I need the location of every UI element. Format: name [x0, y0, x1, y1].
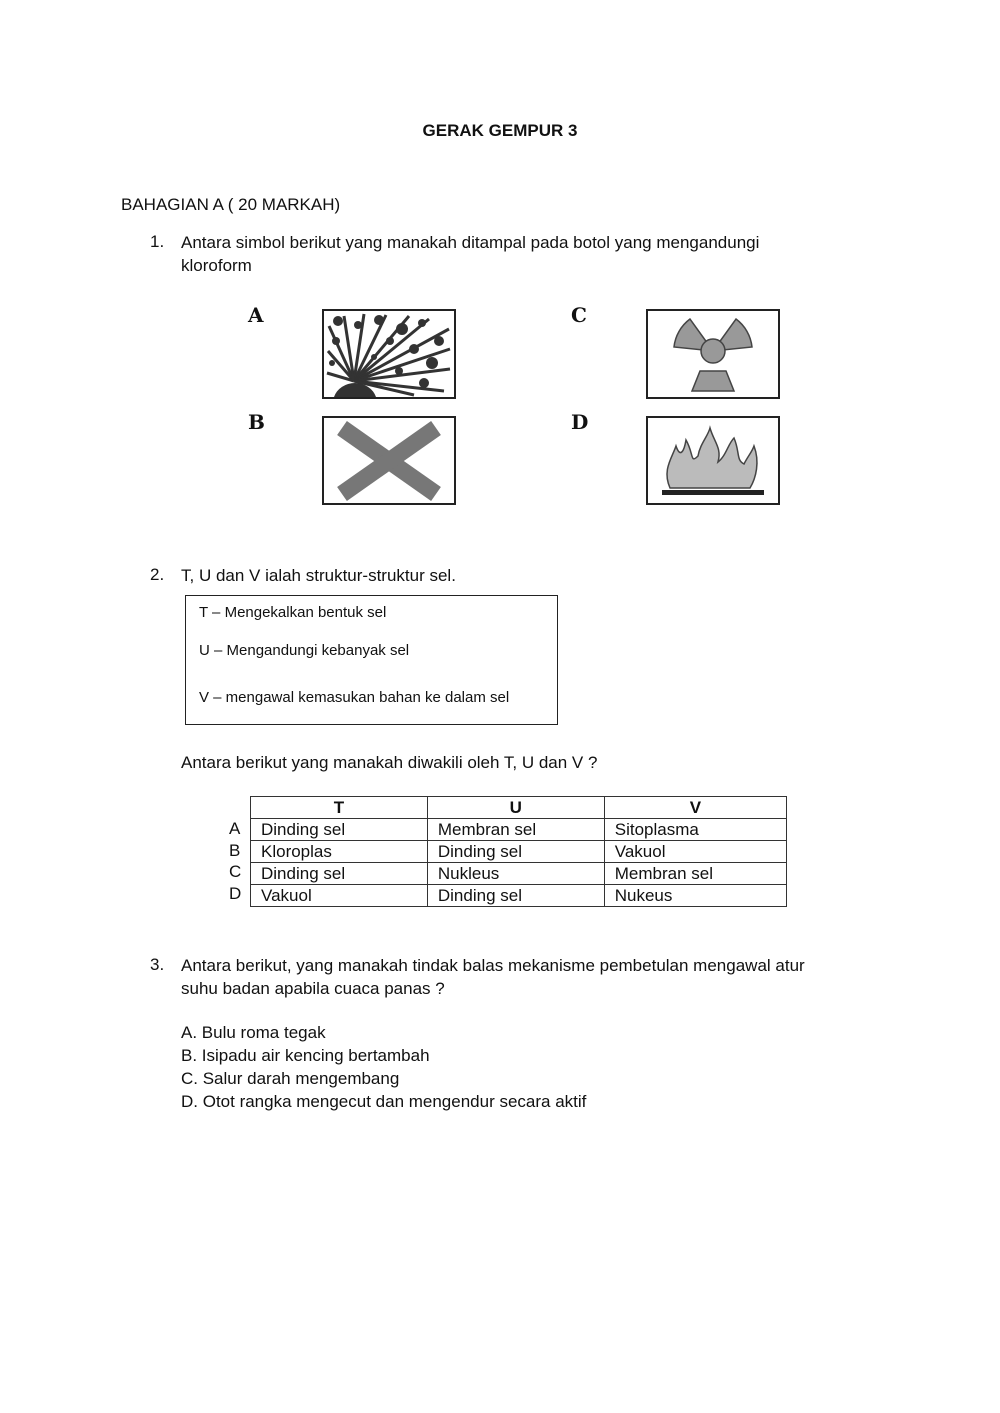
- table-cell: Dinding sel: [427, 885, 604, 907]
- option-b-symbol[interactable]: [322, 416, 456, 505]
- table-cell: Dinding sel: [251, 819, 428, 841]
- section-heading: BAHAGIAN A ( 20 MARKAH): [121, 195, 341, 214]
- row-label-d: D: [229, 884, 242, 903]
- header-v: V: [604, 797, 786, 819]
- table-cell: Nukleus: [427, 863, 604, 885]
- option-a-symbol[interactable]: [322, 309, 456, 399]
- definition-t: T – Mengekalkan bentuk sel: [199, 604, 387, 621]
- answer-table: [250, 796, 787, 907]
- table-row[interactable]: [251, 819, 787, 841]
- table-row[interactable]: [251, 841, 787, 863]
- question-number: 2.: [150, 565, 165, 584]
- row-label-a: A: [229, 819, 241, 838]
- table-cell: Membran sel: [604, 863, 786, 885]
- table-row[interactable]: [251, 885, 787, 907]
- question-prompt: Antara berikut yang manakah diwakili oleh T, U dan V ?: [181, 753, 598, 772]
- question-text-line1: Antara berikut, yang manakah tindak balas mekanisme pembetulan mengawal atur: [181, 956, 805, 975]
- option-c-symbol[interactable]: [646, 309, 780, 399]
- explosive-icon: [324, 311, 454, 397]
- table-cell: Vakuol: [604, 841, 786, 863]
- row-label-b: B: [229, 841, 241, 860]
- option-a[interactable]: A. Bulu roma tegak: [181, 1023, 326, 1042]
- table-cell: Membran sel: [427, 819, 604, 841]
- header-u: U: [427, 797, 604, 819]
- table-cell: Vakuol: [251, 885, 428, 907]
- table-cell: Sitoplasma: [604, 819, 786, 841]
- question-text-line1: Antara simbol berikut yang manakah ditampal pada botol yang mengandungi: [181, 233, 760, 252]
- option-letter-c: C: [571, 303, 587, 327]
- definition-box: [185, 595, 558, 725]
- option-letter-a: A: [248, 303, 264, 327]
- option-letter-b: B: [248, 410, 265, 434]
- table-cell: Dinding sel: [427, 841, 604, 863]
- table-cell: Dinding sel: [251, 863, 428, 885]
- table-header-row: [251, 797, 787, 819]
- question-number: 1.: [150, 232, 165, 251]
- option-c[interactable]: C. Salur darah mengembang: [181, 1069, 400, 1088]
- table-row[interactable]: [251, 863, 787, 885]
- page-title: GERAK GEMPUR 3: [422, 121, 578, 140]
- harmful-x-icon: [324, 418, 454, 503]
- question-text: T, U dan V ialah struktur-struktur sel.: [181, 566, 456, 585]
- definition-v: V – mengawal kemasukan bahan ke dalam sel: [199, 689, 510, 706]
- row-label-c: C: [229, 862, 242, 881]
- definition-u: U – Mengandungi kebanyak sel: [199, 642, 410, 659]
- option-letter-d: D: [571, 410, 589, 434]
- flammable-icon: [648, 418, 778, 503]
- table-cell: Kloroplas: [251, 841, 428, 863]
- option-d-symbol[interactable]: [646, 416, 780, 505]
- header-t: T: [251, 797, 428, 819]
- table-cell: Nukeus: [604, 885, 786, 907]
- question-number: 3.: [150, 955, 165, 974]
- question-text-line2: kloroform: [181, 256, 252, 275]
- option-b[interactable]: B. Isipadu air kencing bertambah: [181, 1046, 430, 1065]
- question-text-line2: suhu badan apabila cuaca panas ?: [181, 979, 445, 998]
- radioactive-icon: [648, 311, 778, 397]
- option-d[interactable]: D. Otot rangka mengecut dan mengendur secara aktif: [181, 1092, 587, 1111]
